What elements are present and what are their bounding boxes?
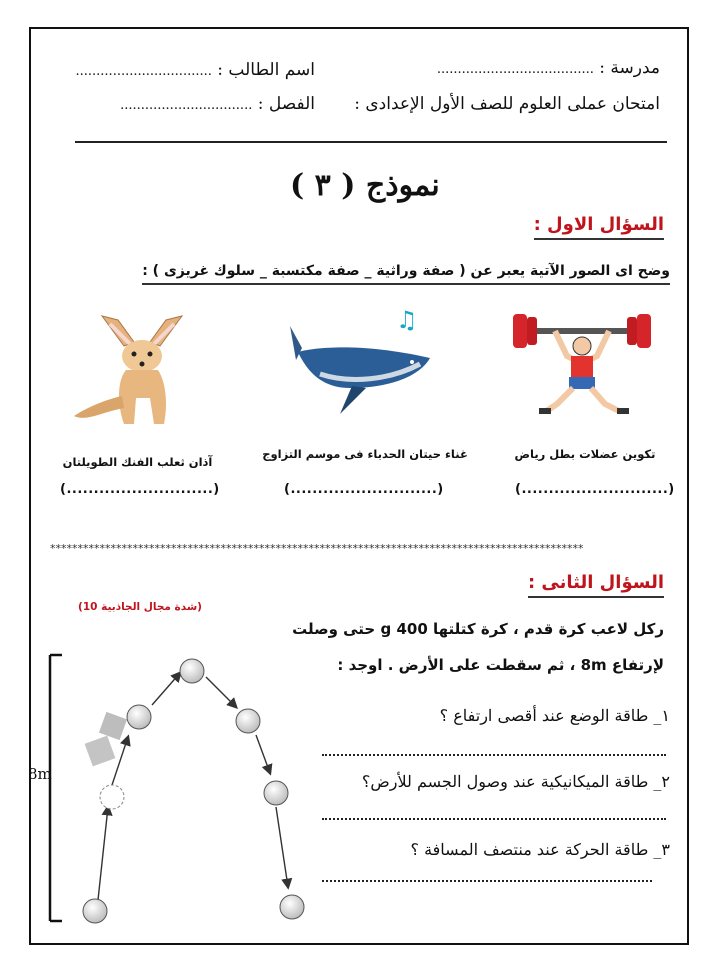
section-separator: ************************************************************************************************* [50, 542, 584, 555]
answer-blank-3[interactable]: (...........................) [60, 482, 220, 497]
answer-line-2[interactable] [322, 816, 666, 820]
q1-heading: السؤال الاول : [534, 214, 664, 240]
trajectory-arrows [98, 673, 288, 900]
school-label: مدرسة : [599, 58, 660, 78]
student-field [76, 60, 316, 80]
weightlifter-icon [505, 308, 665, 418]
school-field [437, 58, 660, 78]
height-label: 8m [28, 765, 52, 783]
school-dots[interactable]: ...................................... [436, 62, 594, 77]
answer-line-1[interactable] [322, 752, 666, 756]
sub-question-1: ١_ طاقة الوضع عند أقصى ارتفاع ؟ [439, 706, 670, 725]
ball-trajectory-diagram [40, 645, 320, 935]
q2-line1: ركل لاعب كرة قدم ، كرة كتلتها 400 g حتى وصلت [292, 620, 664, 638]
class-label: الفصل : [257, 94, 315, 114]
gravity-note: (شدة مجال الجاذبية 10) [78, 601, 202, 613]
sub-question-2: ٢_ طاقة الميكانيكية عند وصول الجسم للأرض؟ [361, 772, 670, 791]
caption-whale: غناء حيتان الحدباء فى موسم التزاوج [262, 447, 468, 461]
q1-instruction: وضح اى الصور الآتية يعبر عن ( صفة وراثية _ صفة مكتسبة _ سلوك غريزى ) : [142, 263, 670, 285]
answer-blank-1[interactable]: (...........................) [515, 482, 675, 497]
q2-heading: السؤال الثانى : [528, 572, 664, 598]
student-label: اسم الطالب : [217, 60, 315, 80]
class-dots[interactable]: ................................ [120, 98, 253, 113]
height-bracket [50, 655, 62, 921]
answer-blank-2[interactable]: (...........................) [284, 482, 444, 497]
student-dots[interactable]: ................................. [75, 64, 212, 79]
exam-title: امتحان عملى العلوم للصف الأول الإعدادى : [354, 94, 660, 114]
football-icon [83, 659, 304, 923]
answer-line-3[interactable] [322, 878, 652, 882]
motion-blur-shape [85, 736, 116, 767]
motion-blur-shape [99, 712, 127, 740]
model-title: نموذج ( ٣ ) [290, 168, 440, 203]
caption-fox: آذان ثعلب الفنك الطويلتان [62, 455, 213, 469]
fennec-fox-icon [72, 312, 207, 432]
class-field [120, 94, 315, 114]
q2-line2: لإرتفاع 8m ، ثم سقطت على الأرض . اوجد : [337, 656, 664, 674]
header-divider [75, 141, 667, 143]
music-note-icon: ♫ [396, 306, 418, 334]
sub-question-3: ٣_ طاقة الحركة عند منتصف المسافة ؟ [410, 840, 670, 859]
caption-weightlifter: تكوين عضلات بطل رياض [514, 447, 656, 461]
